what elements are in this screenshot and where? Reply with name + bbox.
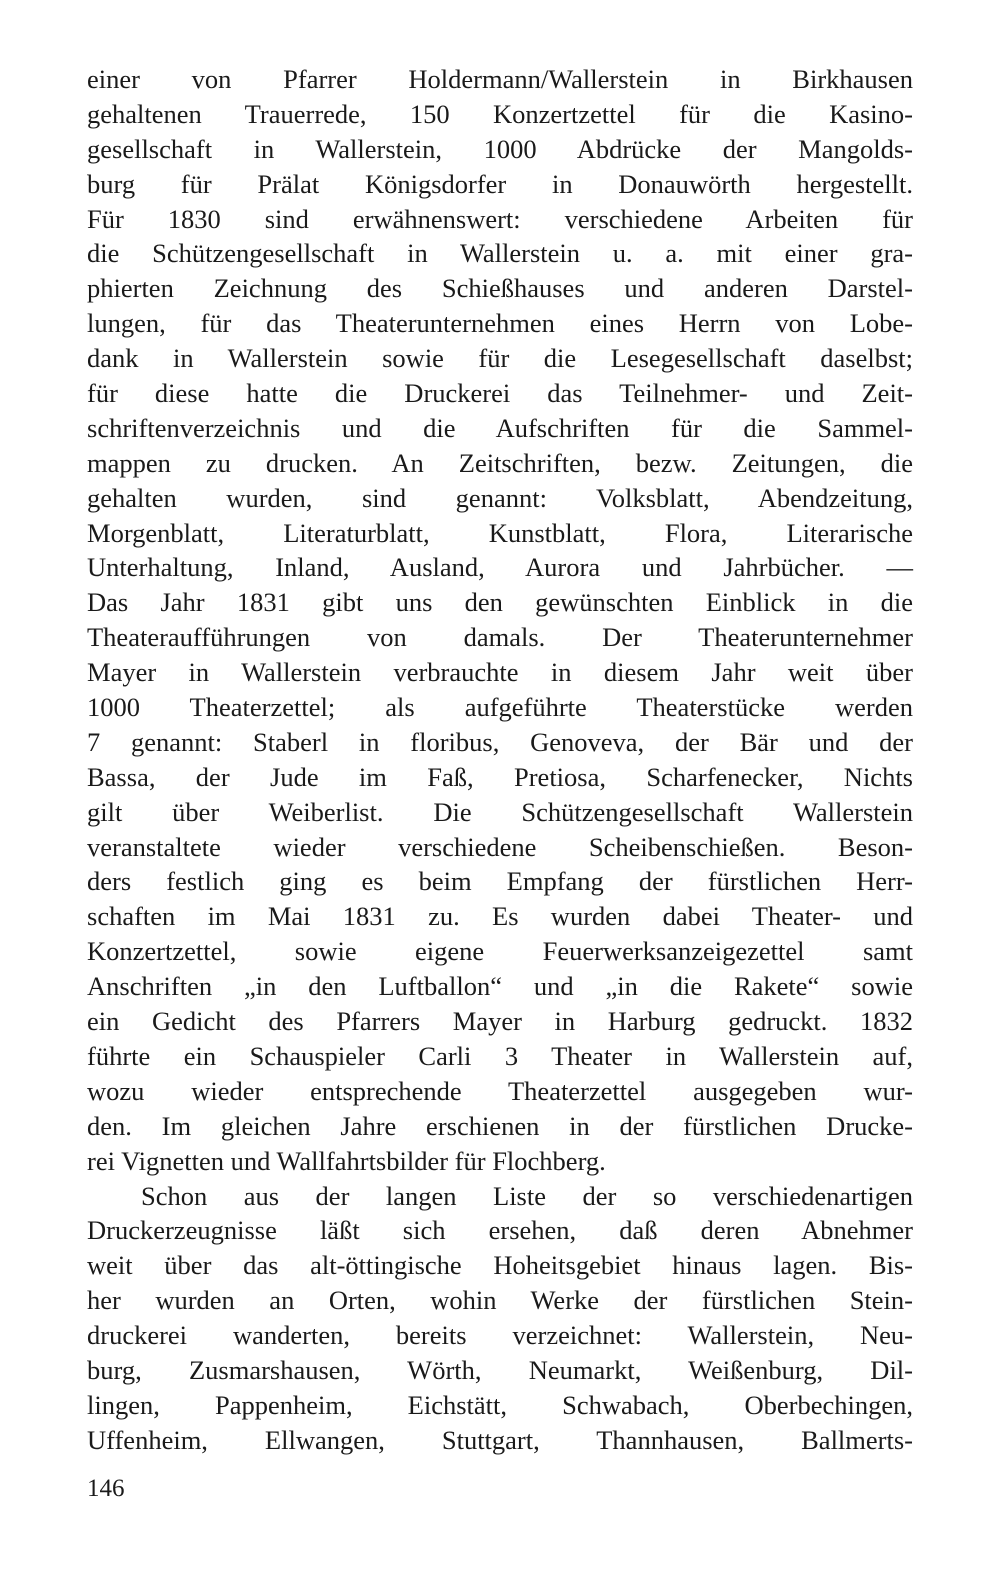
text-line: veranstaltete wieder verschiedene Scheibenschießen. Beson- [87, 831, 913, 862]
text-line: führte ein Schauspieler Carli 3 Theater in Wallerstein auf, [87, 1040, 913, 1071]
page-body [87, 62, 913, 1458]
text-line: Theateraufführungen von damals. Der Theaterunternehmer [87, 622, 913, 653]
text-line: ders festlich ging es beim Empfang der fürstlichen Herr- [87, 866, 913, 897]
text-line: einer von Pfarrer Holdermann/Wallerstein in Birkhausen [87, 64, 913, 94]
text-line: die Schützengesellschaft in Wallerstein u. a. mit einer gra- [87, 238, 913, 269]
text-line: Konzertzettel, sowie eigene Feuerwerksanzeigezettel samt [87, 936, 913, 967]
text-line: gehalten wurden, sind genannt: Volksblatt, Abendzeitung, [87, 482, 913, 513]
text-line: 1000 Theaterzettel; als aufgeführte Theaterstücke werden [87, 692, 913, 723]
paragraph-2 [87, 1179, 913, 1458]
text-line: lingen, Pappenheim, Eichstätt, Schwabach, Oberbechingen, [87, 1389, 913, 1420]
page-number: 146 [87, 1475, 125, 1502]
text-line: gesellschaft in Wallerstein, 1000 Abdrücke der Mangolds- [87, 133, 913, 164]
text-line: Druckerzeugnisse läßt sich ersehen, daß deren Abnehmer [87, 1215, 913, 1246]
text-line: weit über das alt-öttingische Hoheitsgebiet hinaus lagen. Bis- [87, 1250, 913, 1281]
text-line: dank in Wallerstein sowie für die Lesegesellschaft daselbst; [87, 343, 913, 374]
text-line: Das Jahr 1831 gibt uns den gewünschten Einblick in die [87, 587, 913, 618]
text-line: gehaltenen Trauerrede, 150 Konzertzettel für die Kasino- [87, 98, 913, 129]
text-line: 7 genannt: Staberl in floribus, Genoveva, der Bär und der [87, 726, 913, 757]
text-line: druckerei wanderten, bereits verzeichnet: Wallerstein, Neu- [87, 1320, 913, 1351]
text-line: Mayer in Wallerstein verbrauchte in diesem Jahr weit über [87, 657, 913, 688]
text-line: wozu wieder entsprechende Theaterzettel ausgegeben wur- [87, 1075, 913, 1106]
text-line: Schon aus der langen Liste der so verschiedenartigen [141, 1180, 913, 1211]
text-line: her wurden an Orten, wohin Werke der fürstlichen Stein- [87, 1285, 913, 1316]
text-line: den. Im gleichen Jahre erschienen in der fürstlichen Drucke- [87, 1110, 913, 1141]
text-line: für diese hatte die Druckerei das Teilnehmer- und Zeit- [87, 378, 913, 409]
text-line: Morgenblatt, Literaturblatt, Kunstblatt, Flora, Literarische [87, 517, 913, 548]
text-line: burg für Prälat Königsdorfer in Donauwörth hergestellt. [87, 168, 913, 199]
text-line: Bassa, der Jude im Faß, Pretiosa, Scharfenecker, Nichts [87, 761, 913, 792]
text-line: schaften im Mai 1831 zu. Es wurden dabei Theater- und [87, 901, 913, 932]
paragraph-1 [87, 62, 913, 1179]
text-line: burg, Zusmarshausen, Wörth, Neumarkt, Weißenburg, Dil- [87, 1354, 913, 1385]
text-line: phierten Zeichnung des Schießhauses und anderen Darstel- [87, 273, 913, 304]
text-line: schriftenverzeichnis und die Aufschriften für die Sammel- [87, 412, 913, 443]
text-line: ein Gedicht des Pfarrers Mayer in Harburg gedruckt. 1832 [87, 1006, 913, 1037]
text-line: Unterhaltung, Inland, Ausland, Aurora und Jahrbücher. — [87, 552, 913, 583]
text-line: gilt über Weiberlist. Die Schützengesellschaft Wallerstein [87, 796, 913, 827]
text-line: Uffenheim, Ellwangen, Stuttgart, Thannhausen, Ballmerts- [87, 1424, 913, 1455]
text-line: rei Vignetten und Wallfahrtsbilder für Flochberg. [87, 1145, 606, 1176]
text-line: mappen zu drucken. An Zeitschriften, bezw. Zeitungen, die [87, 447, 913, 478]
text-line: Anschriften „in den Luftballon“ und „in die Rakete“ sowie [87, 971, 913, 1002]
text-line: lungen, für das Theaterunternehmen eines Herrn von Lobe- [87, 308, 913, 339]
text-line: Für 1830 sind erwähnenswert: verschiedene Arbeiten für [87, 203, 913, 234]
